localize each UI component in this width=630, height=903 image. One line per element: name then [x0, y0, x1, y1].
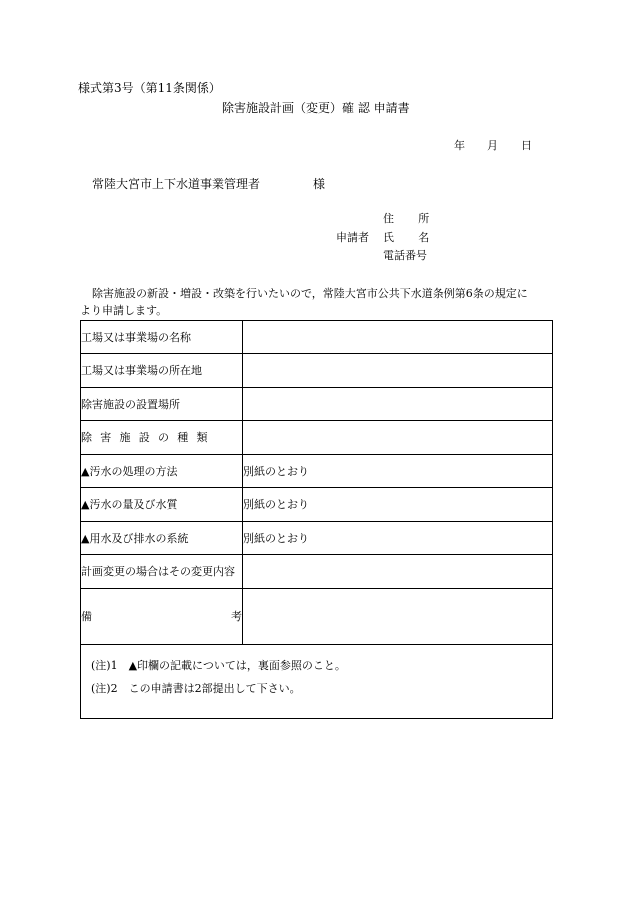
row-label: 工場又は事業場の所在地	[81, 354, 243, 388]
statement-line-1: 除害施設の新設・増設・改築を行いたいので，常陸大宮市公共下水道条例第6条の規定に	[92, 287, 528, 300]
table-row-remarks	[81, 589, 553, 645]
applicant-address-label: 住 所	[383, 212, 436, 225]
row-value[interactable]: 別紙のとおり	[243, 455, 553, 488]
notes-row	[81, 645, 553, 719]
applicant-label: 申請者	[336, 231, 369, 244]
table-row	[81, 455, 553, 488]
row-label: 工場又は事業場の名称	[81, 321, 243, 354]
row-value[interactable]	[243, 421, 553, 455]
applicant-phone-label: 電話番号	[383, 249, 427, 262]
row-label: 除害施設の種類	[81, 421, 243, 455]
document-title: 除害施設計画（変更）確 認 申請書	[222, 101, 410, 115]
row-label: 計画変更の場合はその変更内容	[81, 555, 243, 589]
row-label: ▲汚水の量及び水質	[81, 488, 243, 522]
addressee-honorific: 様	[313, 177, 326, 191]
addressee-name: 常陸大宮市上下水道事業管理者	[92, 177, 261, 191]
table-row	[81, 488, 553, 522]
row-label: 除害施設の設置場所	[81, 388, 243, 421]
remarks-label-right: 考	[231, 610, 242, 623]
application-table	[80, 320, 553, 719]
remarks-value[interactable]	[243, 589, 553, 645]
table-row	[81, 555, 553, 589]
note-2: (注)2 この申請書は2部提出して下さい。	[91, 681, 301, 695]
form-number: 様式第3号（第11条関係）	[78, 81, 221, 95]
row-value[interactable]: 別紙のとおり	[243, 522, 553, 555]
applicant-name-label: 氏 名	[383, 231, 436, 244]
row-value[interactable]	[243, 354, 553, 388]
row-value[interactable]: 別紙のとおり	[243, 488, 553, 522]
table-row	[81, 522, 553, 555]
statement-line-2: より申請します。	[80, 304, 168, 317]
date-year: 年	[454, 139, 465, 152]
table-row	[81, 354, 553, 388]
table-row	[81, 421, 553, 455]
notes-cell	[81, 645, 553, 719]
row-label: ▲汚水の処理の方法	[81, 455, 243, 488]
row-value[interactable]	[243, 388, 553, 421]
row-value[interactable]	[243, 321, 553, 354]
remarks-label-left: 備	[81, 610, 92, 623]
date-day: 日	[521, 139, 532, 152]
date-month: 月	[487, 139, 498, 152]
note-1: (注)1 ▲印欄の記載については，裏面参照のこと。	[91, 658, 346, 672]
table-row	[81, 321, 553, 354]
row-label: ▲用水及び排水の系統	[81, 522, 243, 555]
row-value[interactable]	[243, 555, 553, 589]
table-row	[81, 388, 553, 421]
remarks-label	[81, 589, 243, 645]
